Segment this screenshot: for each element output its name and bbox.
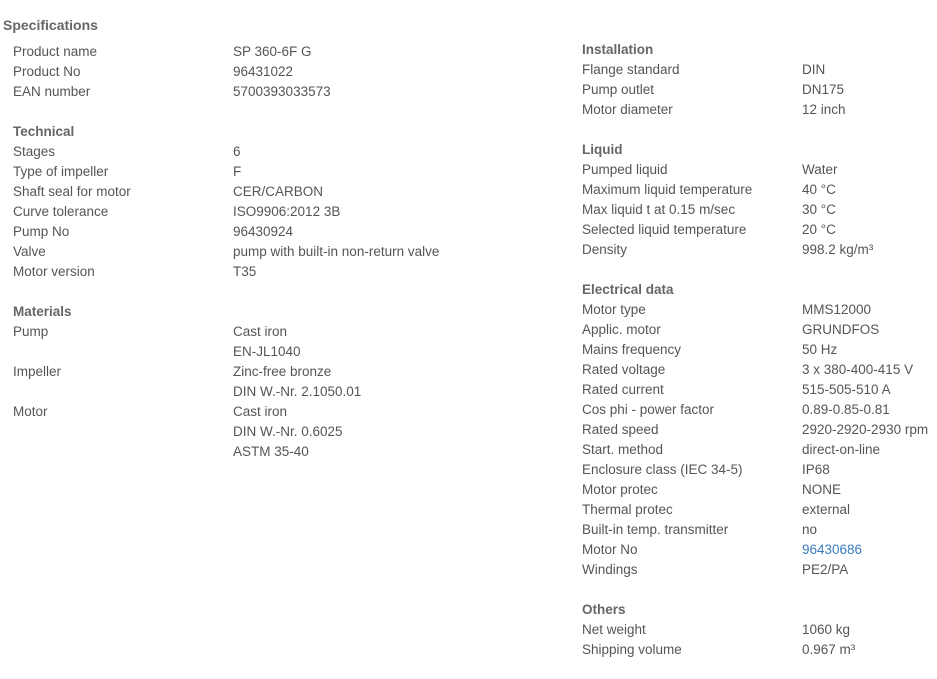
spec-row-start-method [582,440,932,460]
spec-label: Curve tolerance [13,204,109,219]
spec-value: 6 [233,144,241,159]
spec-label: Enclosure class (IEC 34-5) [582,462,743,477]
spec-label: Built-in temp. transmitter [582,522,729,537]
spec-label: Stages [13,144,56,159]
spec-value: 50 Hz [802,342,838,357]
spec-row-selected-liquid-temperature [582,220,932,240]
spec-section-others [582,600,932,660]
spec-row-enclosure-class-iec-34-5 [582,460,932,480]
spec-value: CER/CARBON [233,184,324,199]
spec-value: 1060 kg [802,622,851,637]
spec-label: Mains frequency [582,342,682,357]
spec-value: no [802,522,818,537]
spec-label: Type of impeller [13,164,109,179]
spec-label: Density [582,242,628,257]
spec-row-motor [13,402,533,462]
spec-label: Applic. motor [582,322,661,337]
spec-label: Selected liquid temperature [582,222,747,237]
spec-row-net-weight [582,620,932,640]
spec-value-group [233,362,361,402]
spec-value: 20 °C [802,222,836,237]
spec-value: 0.967 m³ [802,642,856,657]
spec-row-rated-voltage [582,360,932,380]
spec-row-pump [13,322,533,362]
spec-row-motor-version [13,262,533,282]
spec-section-liquid [582,140,932,260]
spec-value: MMS12000 [802,302,872,317]
right-column [582,40,932,660]
left-column [13,42,533,462]
section-title: Electrical data [582,282,674,297]
spec-label: Motor type [582,302,646,317]
spec-label: Net weight [582,622,646,637]
spec-row-product-name [13,42,533,62]
spec-label: Motor [13,404,48,419]
spec-row-density [582,240,932,260]
section-title: Others [582,602,626,617]
spec-row-windings [582,560,932,580]
spec-value: Cast iron [233,324,288,339]
spec-value: GRUNDFOS [802,322,880,337]
spec-value: Cast iron [233,404,288,419]
spec-section-technical [13,122,533,282]
spec-value: Water [802,162,838,177]
spec-label: Shaft seal for motor [13,184,131,199]
spec-value: F [233,164,242,179]
spec-label: Motor version [13,264,95,279]
spec-section-installation [582,40,932,120]
spec-label: Valve [13,244,46,259]
spec-label: Start. method [582,442,664,457]
spec-row-pump-no [13,222,533,242]
spec-row-motor-no [582,540,932,560]
spec-value: 96431022 [233,64,294,79]
spec-value: 40 °C [802,182,836,197]
spec-section-electrical-data [582,280,932,580]
spec-label: Windings [582,562,638,577]
spec-row-shipping-volume [582,640,932,660]
spec-label: Thermal protec [582,502,673,517]
spec-row-ean-number [13,82,533,102]
spec-value-group [233,322,301,362]
spec-value: 998.2 kg/m³ [802,242,874,257]
spec-value: DIN W.-Nr. 0.6025 [233,424,343,439]
spec-row-curve-tolerance [13,202,533,222]
spec-value: 96430924 [233,224,294,239]
spec-row-valve [13,242,533,262]
spec-row-thermal-protec [582,500,932,520]
spec-value: SP 360-6F G [233,44,312,59]
spec-value: external [802,502,851,517]
spec-row-rated-speed [582,420,932,440]
spec-row-shaft-seal-for-motor [13,182,533,202]
spec-label: Pump No [13,224,70,239]
spec-label: Flange standard [582,62,680,77]
spec-row-applic-motor [582,320,932,340]
spec-row-max-liquid-t-at-0-15-m-sec [582,200,932,220]
spec-value: IP68 [802,462,830,477]
spec-label: Motor protec [582,482,658,497]
section-title: Materials [13,304,72,319]
spec-value: T35 [233,264,257,279]
spec-value-link[interactable]: 96430686 [802,542,863,557]
spec-label: Max liquid t at 0.15 m/sec [582,202,736,217]
spec-section-general [13,42,533,102]
spec-value: EN-JL1040 [233,344,301,359]
spec-value: 5700393033573 [233,84,331,99]
spec-label: Rated voltage [582,362,666,377]
spec-row-flange-standard [582,60,932,80]
spec-label: Pump [13,324,49,339]
spec-value: Zinc-free bronze [233,364,332,379]
spec-row-cos-phi-power-factor [582,400,932,420]
spec-label: Pump outlet [582,82,655,97]
spec-value: 30 °C [802,202,836,217]
spec-label: Motor diameter [582,102,673,117]
spec-label: Impeller [13,364,62,379]
spec-value: pump with built-in non-return valve [233,244,440,259]
spec-value: DIN W.-Nr. 2.1050.01 [233,384,362,399]
spec-row-mains-frequency [582,340,932,360]
section-title: Technical [13,124,75,139]
spec-label: Product No [13,64,81,79]
spec-label: Pumped liquid [582,162,668,177]
spec-label: EAN number [13,84,91,99]
spec-label: Shipping volume [582,642,682,657]
spec-row-motor-type [582,300,932,320]
spec-row-maximum-liquid-temperature [582,180,932,200]
spec-value: ASTM 35-40 [233,444,309,459]
spec-value: 515-505-510 A [802,382,891,397]
section-title: Liquid [582,142,623,157]
spec-label: Maximum liquid temperature [582,182,753,197]
spec-value: ISO9906:2012 3B [233,204,341,219]
spec-value: NONE [802,482,842,497]
spec-row-motor-protec [582,480,932,500]
spec-section-materials [13,302,533,462]
spec-value: DN175 [802,82,845,97]
spec-value: direct-on-line [802,442,881,457]
spec-value: 2920-2920-2930 rpm [802,422,929,437]
spec-label: Rated current [582,382,664,397]
spec-label: Rated speed [582,422,659,437]
page-title: Specifications [3,17,98,33]
spec-row-stages [13,142,533,162]
section-title: Installation [582,42,654,57]
spec-row-pumped-liquid [582,160,932,180]
spec-row-motor-diameter [582,100,932,120]
spec-label: Product name [13,44,98,59]
spec-label: Cos phi - power factor [582,402,715,417]
spec-row-pump-outlet [582,80,932,100]
spec-value: 12 inch [802,102,846,117]
spec-value: DIN [802,62,826,77]
spec-value: PE2/PA [802,562,849,577]
spec-row-type-of-impeller [13,162,533,182]
spec-value: 0.89-0.85-0.81 [802,402,890,417]
spec-value-group [233,402,343,462]
spec-value: 3 x 380-400-415 V [802,362,914,377]
spec-row-built-in-temp-transmitter [582,520,932,540]
spec-row-rated-current [582,380,932,400]
spec-row-product-no [13,62,533,82]
spec-row-impeller [13,362,533,402]
spec-label: Motor No [582,542,638,557]
